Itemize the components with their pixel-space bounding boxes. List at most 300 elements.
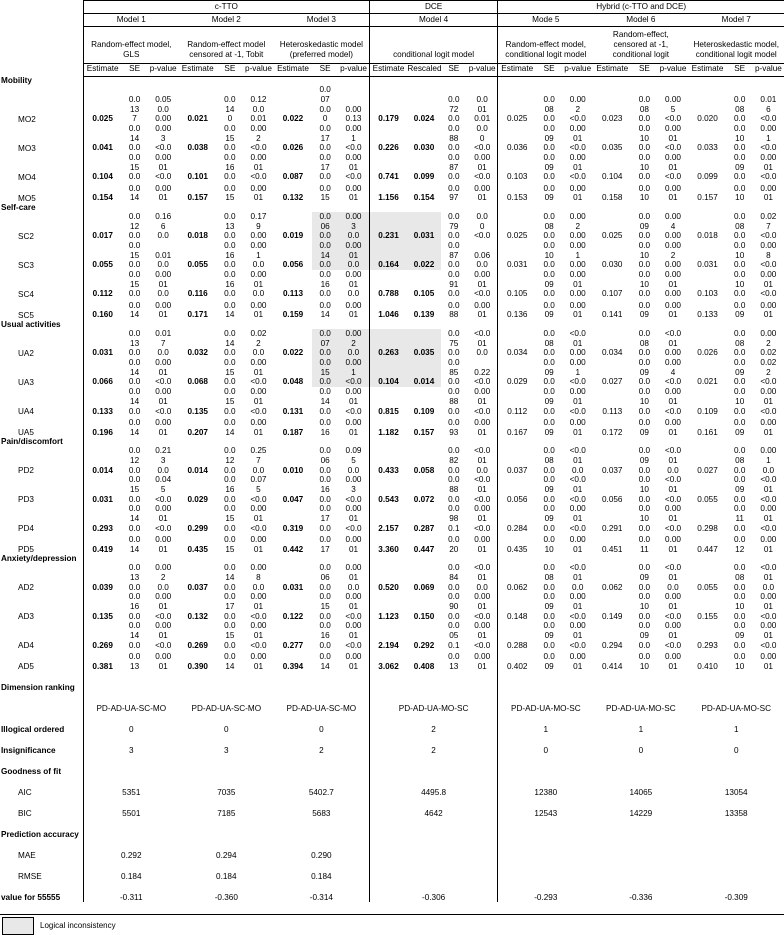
table-cell: 0.0 15 0.0 xyxy=(224,124,236,153)
table-cell: 0.0 10 0.0 xyxy=(734,241,746,270)
table-cell: 0.0 15 0.0 xyxy=(128,270,141,299)
table-cell: 0.00 01 <0.0 xyxy=(467,153,498,182)
spacer-cell xyxy=(536,203,562,212)
summary-cell xyxy=(83,818,178,839)
table-cell: 0.00 4 <0.0 xyxy=(664,358,682,387)
table-cell: 0.00 01 <0.0 xyxy=(760,621,777,650)
spacer-cell xyxy=(658,554,689,563)
table-cell: 0.0 09 xyxy=(638,300,651,320)
table-cell: 0.00 01 <0.0 xyxy=(250,504,267,533)
table-cell: 0.0 09 xyxy=(543,417,555,437)
spacer-cell xyxy=(179,437,217,446)
insignificance-row xyxy=(0,734,784,755)
table-cell: 0.00 01 <0.0 xyxy=(664,504,682,533)
table-cell: 0.164 xyxy=(369,241,407,270)
table-cell: 0.0 14 0 xyxy=(224,95,236,124)
table-cell: 0.031 xyxy=(407,212,440,241)
summary-cell xyxy=(369,860,498,881)
section-label: Usual activities xyxy=(1,320,61,330)
table-cell: 0.0 0 <0.0 xyxy=(467,212,498,241)
block-label-hybrid: Hybrid (c-TTO and DCE) xyxy=(498,1,784,14)
table-cell: 0.0 09 0.0 xyxy=(734,621,746,650)
row-label: MO4 xyxy=(18,173,36,183)
table-cell: 0.0 10 0.0 xyxy=(638,592,651,621)
table-cell: 0.0 14 0.0 xyxy=(224,329,236,358)
table-cell: 0.025 xyxy=(506,231,528,241)
summary-cell: 0 xyxy=(638,745,644,755)
table-cell: 0.09 5 0.0 xyxy=(338,446,369,475)
table-cell: 0.402 xyxy=(506,661,528,671)
table-cell: 0.041 xyxy=(83,124,121,153)
table-cell: 0.0 14 xyxy=(319,300,331,320)
spacer-cell xyxy=(369,203,407,212)
spacer-cell xyxy=(498,437,536,446)
summary-label: value for 55555 xyxy=(1,893,61,903)
table-cell: 0.0 17 0.0 xyxy=(319,153,331,182)
subhdr-p-7: p-value xyxy=(753,64,784,76)
summary-cell: 5402.7 xyxy=(274,776,369,797)
spacer-cell xyxy=(217,76,243,85)
summary-cell: 0.292 xyxy=(83,839,178,860)
table-cell: 0.047 xyxy=(282,494,304,504)
table-cell: 0.0 11 xyxy=(638,534,651,554)
table-cell: 0.0 09 xyxy=(734,300,746,320)
spacer-cell xyxy=(658,203,689,212)
table-cell: 0.00 01 xyxy=(569,183,586,203)
table-cell: 0.0 16 0.0 xyxy=(128,592,141,621)
table-cell: 0.0 15 0.0 xyxy=(224,358,236,387)
spacer-cell xyxy=(498,554,536,563)
subhdr-p-4: p-value xyxy=(467,64,498,76)
table-cell: 0.00 01 <0.0 xyxy=(250,387,267,416)
spacer-cell xyxy=(312,76,338,85)
spacer-cell xyxy=(441,76,467,85)
table-cell: 0.0 16 0.0 xyxy=(224,270,236,299)
table-cell: 0.00 01 xyxy=(338,533,369,554)
table-cell: 0.0 08 0.0 xyxy=(734,446,746,475)
table-cell: 0.00 01 <0.0 xyxy=(338,621,369,650)
table-cell: 0.293 xyxy=(83,504,121,533)
summary-cell: PD-AD-UA-SC-MO xyxy=(83,692,178,713)
table-cell: 0.00 3 0.0 xyxy=(338,212,369,241)
table-cell: 0.00 01 <0.0 xyxy=(250,621,267,650)
summary-cell: 5683 xyxy=(274,797,369,818)
header-block-row xyxy=(0,1,784,14)
table-cell: 0.139 xyxy=(413,310,435,320)
spacer-cell xyxy=(312,437,338,446)
table-cell: 0.0 10 0.0 xyxy=(543,241,555,270)
table-cell: 0.0 16 0.0 xyxy=(319,270,331,299)
table-cell: 0.00 01 <0.0 xyxy=(155,387,172,416)
table-cell: 0.0 17 0.0 xyxy=(224,592,236,621)
row-label: UA5 xyxy=(18,428,34,438)
table-cell: 0.0 16 0.0 xyxy=(319,621,331,650)
spacer-cell xyxy=(593,203,631,212)
table-cell: 0.00 01 <0.0 xyxy=(467,504,498,533)
table-cell: 0.00 2 0.0 xyxy=(155,563,172,592)
table-cell: 0.158 xyxy=(602,193,623,203)
spacer-cell xyxy=(83,76,121,85)
table-cell: 0.021 xyxy=(697,377,718,387)
table-cell: 0.390 xyxy=(187,661,208,671)
spacer-cell xyxy=(83,554,121,563)
table-cell: 0.269 xyxy=(83,621,121,650)
spacer-cell xyxy=(753,554,784,563)
spacer-cell xyxy=(727,203,753,212)
table-cell: 0.0 15 0.0 xyxy=(224,387,236,416)
summary-cell: 0.290 xyxy=(274,839,369,860)
table-cell: 0.00 1 0.0 xyxy=(250,241,267,270)
summary-cell xyxy=(688,818,784,839)
summary-cell: 3 xyxy=(224,745,229,755)
table-cell: 0.0 08 0.0 xyxy=(734,563,746,592)
table-cell: 0.00 01 xyxy=(338,299,369,320)
spacer-cell xyxy=(121,76,147,85)
summary-cell: 0 xyxy=(224,724,229,734)
subhdr-p-6: p-value xyxy=(658,64,689,76)
subhdr-est-6: Estimate xyxy=(593,64,631,76)
spacer-cell xyxy=(83,320,121,329)
table-cell: 0.0 14 xyxy=(224,651,236,671)
table-cell: 0.150 xyxy=(413,611,435,621)
table-cell: 0.0 88 0.0 xyxy=(448,124,460,153)
summary-cell: PD-AD-UA-SC-MO xyxy=(191,703,262,713)
table-cell: 0.048 xyxy=(282,377,304,387)
spacer-cell xyxy=(369,554,407,563)
spacer-cell xyxy=(407,320,440,329)
summary-cell: 1 xyxy=(543,724,549,734)
subhdr-se-6: SE xyxy=(631,64,657,76)
table-cell: 0.062 xyxy=(506,582,528,592)
table-cell: 0.0 87 0.0 xyxy=(448,153,460,182)
spacer-cell xyxy=(369,320,407,329)
table-cell: <0.0 01 <0.0 xyxy=(467,475,498,504)
spacer-cell xyxy=(536,76,562,85)
spacer-cell xyxy=(562,76,593,85)
spacer-cell xyxy=(338,76,369,85)
table-cell: 0.171 xyxy=(187,310,208,320)
table-cell: 0.056 xyxy=(506,494,528,504)
table-cell: 0.00 01 xyxy=(250,300,267,320)
table-cell: 0.435 xyxy=(187,544,208,554)
table-cell: 0.00 01 xyxy=(760,651,777,671)
spacer-cell xyxy=(217,437,243,446)
summary-label: Insignificance xyxy=(1,746,56,756)
table-cell: 0.00 01 <0.0 xyxy=(760,270,777,299)
table-cell: 0.0 09 xyxy=(543,183,555,203)
table-cell: 0.0 82 0.0 xyxy=(448,446,460,475)
table-cell: 0.0 15 0.0 xyxy=(128,475,141,504)
table-cell: 0.00 01 <0.0 xyxy=(664,153,682,182)
table-cell: 0.196 xyxy=(83,416,121,437)
spacer-cell xyxy=(536,437,562,446)
table-cell: 0.419 xyxy=(83,533,121,554)
table-row xyxy=(0,212,784,241)
table-cell: 0.149 xyxy=(602,611,623,621)
table-cell: 0.055 xyxy=(187,260,208,270)
table-row xyxy=(0,329,784,358)
table-cell: 0.034 xyxy=(602,348,623,358)
spacer-cell xyxy=(83,437,121,446)
spacer-cell xyxy=(148,76,179,85)
table-row xyxy=(0,182,784,203)
table-cell: 0.0 08 0.0 xyxy=(638,329,651,358)
table-cell: 0.154 xyxy=(83,182,121,203)
value-55555-row xyxy=(0,881,784,902)
table-cell: 0.00 01 <0.0 xyxy=(155,592,172,621)
summary-label: MAE xyxy=(18,851,36,861)
table-cell: 0.132 xyxy=(187,611,208,621)
row-label: PD5 xyxy=(18,545,34,555)
table-cell: 0.027 xyxy=(697,465,718,475)
table-cell: 0.135 xyxy=(83,592,121,621)
subhdr-est-7: Estimate xyxy=(688,64,726,76)
table-cell: 0.00 01 <0.0 xyxy=(664,621,682,650)
summary-cell xyxy=(688,755,784,776)
spacer-cell xyxy=(498,203,536,212)
spacer-cell xyxy=(179,203,217,212)
summary-cell: 14229 xyxy=(629,808,653,818)
spacer-cell xyxy=(243,320,274,329)
summary-cell xyxy=(274,671,369,692)
table-cell: 0.00 01 <0.0 xyxy=(569,153,586,182)
summary-cell: 3 xyxy=(83,734,178,755)
table-cell: 0.0 14 xyxy=(128,417,141,437)
table-cell: 0.0 13 xyxy=(448,651,460,671)
table-cell: 0.0 07 0.0 0 xyxy=(319,85,331,124)
table-cell: 0.0 15 0.0 xyxy=(128,241,141,270)
spacer-cell xyxy=(658,320,689,329)
summary-cell: 2 xyxy=(369,713,498,734)
table-cell: 0.113 xyxy=(602,406,623,416)
table-cell: 0.0 91 0.0 xyxy=(448,270,460,299)
summary-cell: -0.360 xyxy=(214,892,238,902)
summary-cell: PD-AD-UA-MO-SC xyxy=(606,703,676,713)
header-description-row xyxy=(0,26,784,64)
model-label-7: Model 7 xyxy=(688,13,784,26)
subhdr-se-5: SE xyxy=(536,64,562,76)
block-label-ctto: c-TTO xyxy=(83,1,369,14)
section-header-row xyxy=(0,554,784,563)
spacer-cell xyxy=(243,554,274,563)
table-cell: 0.029 xyxy=(187,494,208,504)
table-cell: 0.07 5 <0.0 xyxy=(250,475,267,504)
table-cell: 0.00 1 <0.0 xyxy=(338,358,369,387)
table-cell: <0.0 01 0.0 xyxy=(569,446,586,475)
table-cell: 0.056 xyxy=(602,494,623,504)
spacer-cell xyxy=(121,320,147,329)
table-cell: 0.037 xyxy=(602,465,623,475)
table-cell: 1.123 xyxy=(378,611,399,621)
spacer-cell xyxy=(658,76,689,85)
table-cell: 0.179 xyxy=(378,114,399,124)
table-cell: 0.030 xyxy=(413,143,435,153)
table-cell: 0.0 14 xyxy=(224,417,236,437)
table-cell: 0.00 01 xyxy=(665,534,681,554)
table-cell: 0.0 09 0.0 xyxy=(638,446,651,475)
subhdr-est-4: Estimate xyxy=(369,64,407,76)
spacer-cell xyxy=(593,437,631,446)
table-cell: 0.02 2 <0.0 xyxy=(760,358,777,387)
table-cell: 0.035 xyxy=(407,329,440,358)
table-cell: 0.00 01 xyxy=(467,416,498,437)
table-cell: 0.263 xyxy=(369,329,407,358)
table-cell: 0.167 xyxy=(506,427,528,437)
spacer-cell xyxy=(83,203,121,212)
table-cell: 0.018 xyxy=(697,231,718,241)
table-row xyxy=(0,533,784,554)
spacer-cell xyxy=(753,203,784,212)
table-cell: 0.00 01 <0.0 xyxy=(569,387,586,416)
table-cell: 0.0 88 0.0 xyxy=(448,475,460,504)
table-cell: 0.01 6 <0.0 xyxy=(760,95,777,124)
spacer-cell xyxy=(179,554,217,563)
table-cell: 0.0 15 0.0 xyxy=(224,504,236,533)
table-cell: 0.00 01 <0.0 xyxy=(338,504,369,533)
row-label: SC4 xyxy=(18,290,34,300)
table-row xyxy=(0,504,784,533)
table-cell: 0.0 16 xyxy=(319,417,331,437)
summary-cell: 1 xyxy=(638,724,644,734)
summary-cell xyxy=(688,839,784,860)
table-cell: 0.0 10 0.0 xyxy=(638,124,651,153)
table-cell: 0.0 09 0.0 xyxy=(638,621,651,650)
summary-cell: -0.293 xyxy=(534,892,558,902)
table-cell: 0.00 01 0.00 xyxy=(569,270,586,299)
table-cell: 0.0 08 0.0 xyxy=(543,329,555,358)
table-cell: 0.027 xyxy=(602,377,623,387)
summary-label xyxy=(0,692,83,713)
table-cell: 0.00 01 xyxy=(760,183,777,203)
spacer-cell xyxy=(536,554,562,563)
summary-cell xyxy=(688,671,784,692)
table-cell: 0.037 xyxy=(506,465,528,475)
summary-cell xyxy=(593,839,688,860)
section-header-row xyxy=(0,76,784,85)
table-cell: 0.00 01 xyxy=(569,651,586,671)
spacer-cell xyxy=(179,320,217,329)
spacer-cell xyxy=(562,203,593,212)
table-cell: 0.00 01 <0.0 xyxy=(155,153,172,182)
table-cell: 0.00 01 <0.0 xyxy=(250,153,267,182)
spacer-cell xyxy=(467,554,498,563)
table-cell: 0.00 1 <0.0 xyxy=(569,358,586,387)
summary-cell xyxy=(179,818,274,839)
table-cell: 0.022 xyxy=(407,241,440,270)
table-cell: 0.288 xyxy=(506,640,528,650)
table-cell: 0.0 12 0.0 xyxy=(128,212,141,241)
header-subcol-row xyxy=(0,64,784,76)
summary-cell: PD-AD-UA-MO-SC xyxy=(701,703,772,713)
table-cell: 0.157 xyxy=(187,193,208,203)
table-cell: 0.0 10 0.0 xyxy=(734,592,746,621)
table-cell: 0.0 20 xyxy=(448,534,460,554)
spacer-cell xyxy=(243,76,274,85)
summary-cell: 4495.8 xyxy=(369,776,498,797)
table-cell: 0.0 10 xyxy=(638,651,651,671)
summary-cell: -0.314 xyxy=(274,881,369,902)
table-cell: 0.068 xyxy=(187,377,208,387)
table-cell: <0.0 01 0.0 xyxy=(467,329,498,358)
table-cell: 0.12 0.0 0.01 xyxy=(250,95,267,124)
table-cell: 0.0 93 xyxy=(448,417,460,437)
table-cell: 0.034 xyxy=(506,348,528,358)
table-cell: 0.00 01 0.0 xyxy=(155,270,172,299)
table-row xyxy=(0,241,784,270)
summary-cell xyxy=(593,860,688,881)
table-cell: 0.159 xyxy=(282,310,304,320)
table-cell: 0.187 xyxy=(282,427,304,437)
spacer-cell xyxy=(688,76,726,85)
spacer-cell xyxy=(217,203,243,212)
table-cell: 0.0 09 0.0 xyxy=(734,153,746,182)
table-cell: 0.018 xyxy=(187,231,208,241)
table-cell: 0.0 11 0.0 xyxy=(734,504,746,533)
row-label: PD4 xyxy=(18,524,34,534)
mae-row xyxy=(0,839,784,860)
subhdr-p-5: p-value xyxy=(562,64,593,76)
table-cell: 0.25 7 0.0 xyxy=(250,446,267,475)
table-cell: 0.019 xyxy=(282,231,304,241)
table-cell: 0.022 xyxy=(282,114,304,124)
table-cell: 0.0 08 0.0 xyxy=(543,563,555,592)
row-label: UA3 xyxy=(18,378,34,388)
rmse-row xyxy=(0,860,784,881)
spacer-cell xyxy=(727,320,753,329)
table-cell: 0.0 10 0.0 xyxy=(638,270,651,299)
table-cell: 0.0 09 0.0 xyxy=(543,153,555,182)
model-desc-7: Heteroskedastic model, conditional logit model xyxy=(688,26,784,64)
table-cell: 0.00 01 <0.0 xyxy=(467,387,498,416)
table-cell: 0.00 01 xyxy=(467,299,498,320)
section-label: Anxiety/depression xyxy=(1,554,77,564)
table-cell: 0.0 09 0.0 xyxy=(543,592,555,621)
table-cell: 0.157 xyxy=(413,427,435,437)
table-cell: 0.0 10 0.0 xyxy=(734,124,746,153)
table-cell: 0.298 xyxy=(697,523,718,533)
table-cell: 0.023 xyxy=(602,114,623,124)
row-label: PD3 xyxy=(18,495,34,505)
table-cell: 0.030 xyxy=(602,260,623,270)
summary-cell: -0.309 xyxy=(724,892,748,902)
spacer-cell xyxy=(688,554,726,563)
table-cell: 0.0 10 xyxy=(734,183,746,203)
summary-label: AIC xyxy=(18,788,32,798)
model-desc-6: Random-effect, censored at -1, conditional logit xyxy=(593,26,688,64)
table-cell: 3.062 xyxy=(378,661,399,671)
table-cell: 0.157 xyxy=(697,193,718,203)
table-cell: 2.157 xyxy=(378,523,399,533)
table-cell: 0.0 10 0.0 xyxy=(638,241,651,270)
table-cell: 2.194 xyxy=(378,640,399,650)
table-cell: 0.00 01 xyxy=(338,650,369,671)
summary-cell xyxy=(274,818,369,839)
spacer-cell xyxy=(369,76,407,85)
row-label: SC3 xyxy=(18,261,34,271)
table-cell: 0.0 15 0.0 xyxy=(319,592,331,621)
row-label: MO2 xyxy=(18,115,36,125)
table-cell: 0.0 09 0.0 xyxy=(734,475,746,504)
table-cell: 0.00 0.13 xyxy=(338,85,369,124)
table-cell: 0.00 01 <0.0 xyxy=(664,592,682,621)
subhdr-se-3: SE xyxy=(312,64,338,76)
table-cell: <0.0 01 0.0 xyxy=(664,446,682,475)
spacer-cell xyxy=(407,554,440,563)
table-cell: 0.00 01 xyxy=(665,651,681,671)
table-cell: 0.026 xyxy=(282,143,304,153)
table-cell: 0.00 01 xyxy=(250,183,267,203)
table-cell: 0.0 09 xyxy=(543,651,555,671)
